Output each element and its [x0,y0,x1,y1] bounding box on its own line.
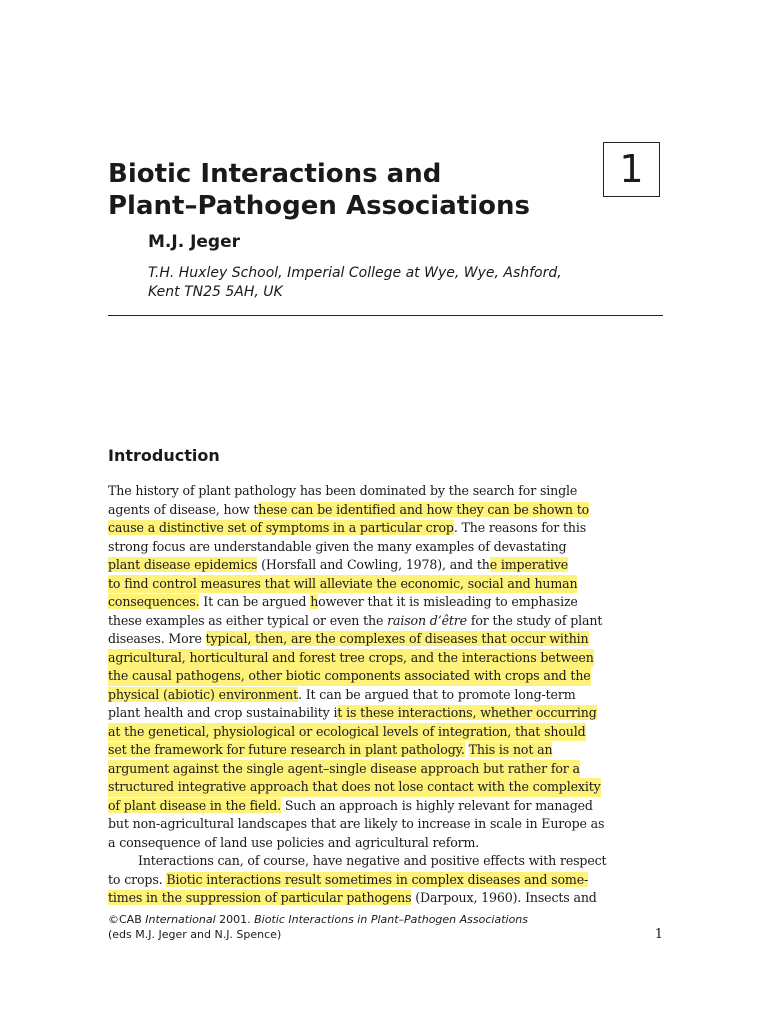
text-line [108,519,663,538]
text-line [108,704,663,723]
copyright-line [108,912,663,927]
text-segment: . The reasons for this [453,520,587,535]
text-segment: strong focus are understandable given the many examples of devastating [108,538,567,554]
text-line [108,815,663,834]
text-segment: The history of plant pathology has been dominated by the search for single [108,483,578,498]
highlight: structured integrative approach that does not lose contact with the complexity [108,778,601,797]
italic-phrase: raison d’être [387,612,467,628]
text-segment: agents of disease, how t [108,501,259,517]
text-segment: for the study of plant [466,612,603,628]
text-line [108,575,663,594]
text-segment: owever that it is misleading to emphasize [318,594,578,609]
text-line [108,723,663,742]
text-segment: but non-agricultural landscapes that are likely to increase in scale in Europe as [108,816,605,831]
page-number: 1 [654,927,663,942]
highlight: set the framework for future research in plant pathology. [108,742,465,757]
text-segment [108,501,589,520]
text-segment [108,871,588,890]
text-segment: a consequence of land use policies and agricultural reform. [108,834,480,850]
highlight: h [310,594,319,609]
highlight: e imperative [489,557,569,572]
text-segment: these examples as either typical or even the [108,612,388,628]
highlight: argument against the single agent–single disease approach but rather for a [108,760,580,779]
chapter-title [108,158,530,222]
chapter-title-line-1: Biotic Interactions and [108,159,442,189]
text-line [108,593,663,612]
text-segment: It can be argued [199,594,311,609]
highlight: plant disease epidemics [108,557,258,572]
text-segment: plant health and crop sustainability i [108,705,338,720]
highlight: t is these interactions, whether occurring [337,705,597,720]
highlight: times in the suppression of particular pathogens [108,890,412,905]
highlight: of plant disease in the field. [108,797,281,813]
text-segment: Such an approach is highly relevant for managed [280,797,593,813]
text-segment [108,519,586,538]
text-segment: (Darpoux, 1960). Insects and [411,890,597,905]
text-segment: to crops. [108,871,167,887]
text-line [108,797,663,816]
body-text [108,482,663,908]
text-segment [108,593,578,612]
highlight: Biotic interactions result sometimes in complex diseases and some- [166,871,589,887]
text-line [108,852,663,871]
chapter-title-line-2: Plant–Pathogen Associations [108,191,530,221]
text-line [108,741,663,760]
text-line [108,630,663,649]
highlight: hese can be identified and how they can be shown to [258,501,590,517]
author-name: M.J. Jeger [148,232,241,252]
page-footer [108,912,663,942]
editors: (eds M.J. Jeger and N.J. Spence) [108,928,282,941]
text-line [108,482,663,501]
text-segment: Interactions can, of course, have negative and positive effects with respect [138,853,607,868]
highlight: typical, then, are the complexes of diseases that occur within [205,631,589,646]
highlight: physical (abiotic) environment [108,686,299,702]
text-segment: (Horsfall and Cowling, 1978), and th [257,557,490,572]
text-segment [108,889,597,908]
text-segment [108,741,552,760]
text-segment [108,630,589,649]
text-segment [108,797,593,816]
text-line [108,612,663,631]
text-line [108,667,663,686]
highlight: consequences. [108,594,200,609]
affiliation-line-1: T.H. Huxley School, Imperial College at Wye, Wye, Ashford, [148,265,562,281]
text-segment: diseases. More [108,631,206,646]
highlight: agricultural, horticultural and forest tree crops, and the interactions between [108,649,594,668]
text-segment [108,704,597,723]
text-line [108,686,663,705]
text-segment: . It can be argued that to promote long-term [298,686,576,702]
copyright-prefix: ©CAB [108,913,146,926]
highlight: cause a distinctive set of symptoms in a particular crop [108,520,454,535]
text-line [108,889,663,908]
highlight: to find control measures that will alleviate the economic, social and human [108,575,577,594]
text-line [108,538,663,557]
header-rule [108,315,663,316]
chapter-number-box: 1 [603,142,660,197]
copyright-year: 2001. [215,913,255,926]
text-line [108,556,663,575]
text-line [108,834,663,853]
highlight: the causal pathogens, other biotic components associated with crops and the [108,667,591,686]
text-segment [108,612,602,631]
text-line [108,501,663,520]
author-affiliation [148,264,562,302]
text-line [108,760,663,779]
text-line [108,778,663,797]
highlight: This is not an [468,742,553,757]
text-segment [108,556,568,575]
highlight: at the genetical, physiological or ecological levels of integration, that should [108,723,586,742]
editors-row [108,927,663,942]
book-title: Biotic Interactions in Plant–Pathogen Associations [254,913,529,926]
affiliation-line-2: Kent TN25 5AH, UK [148,284,283,300]
copyright-italic: International [145,913,216,926]
text-line [108,649,663,668]
text-line [108,871,663,890]
section-heading: Introduction [108,446,220,465]
text-segment [108,686,575,705]
